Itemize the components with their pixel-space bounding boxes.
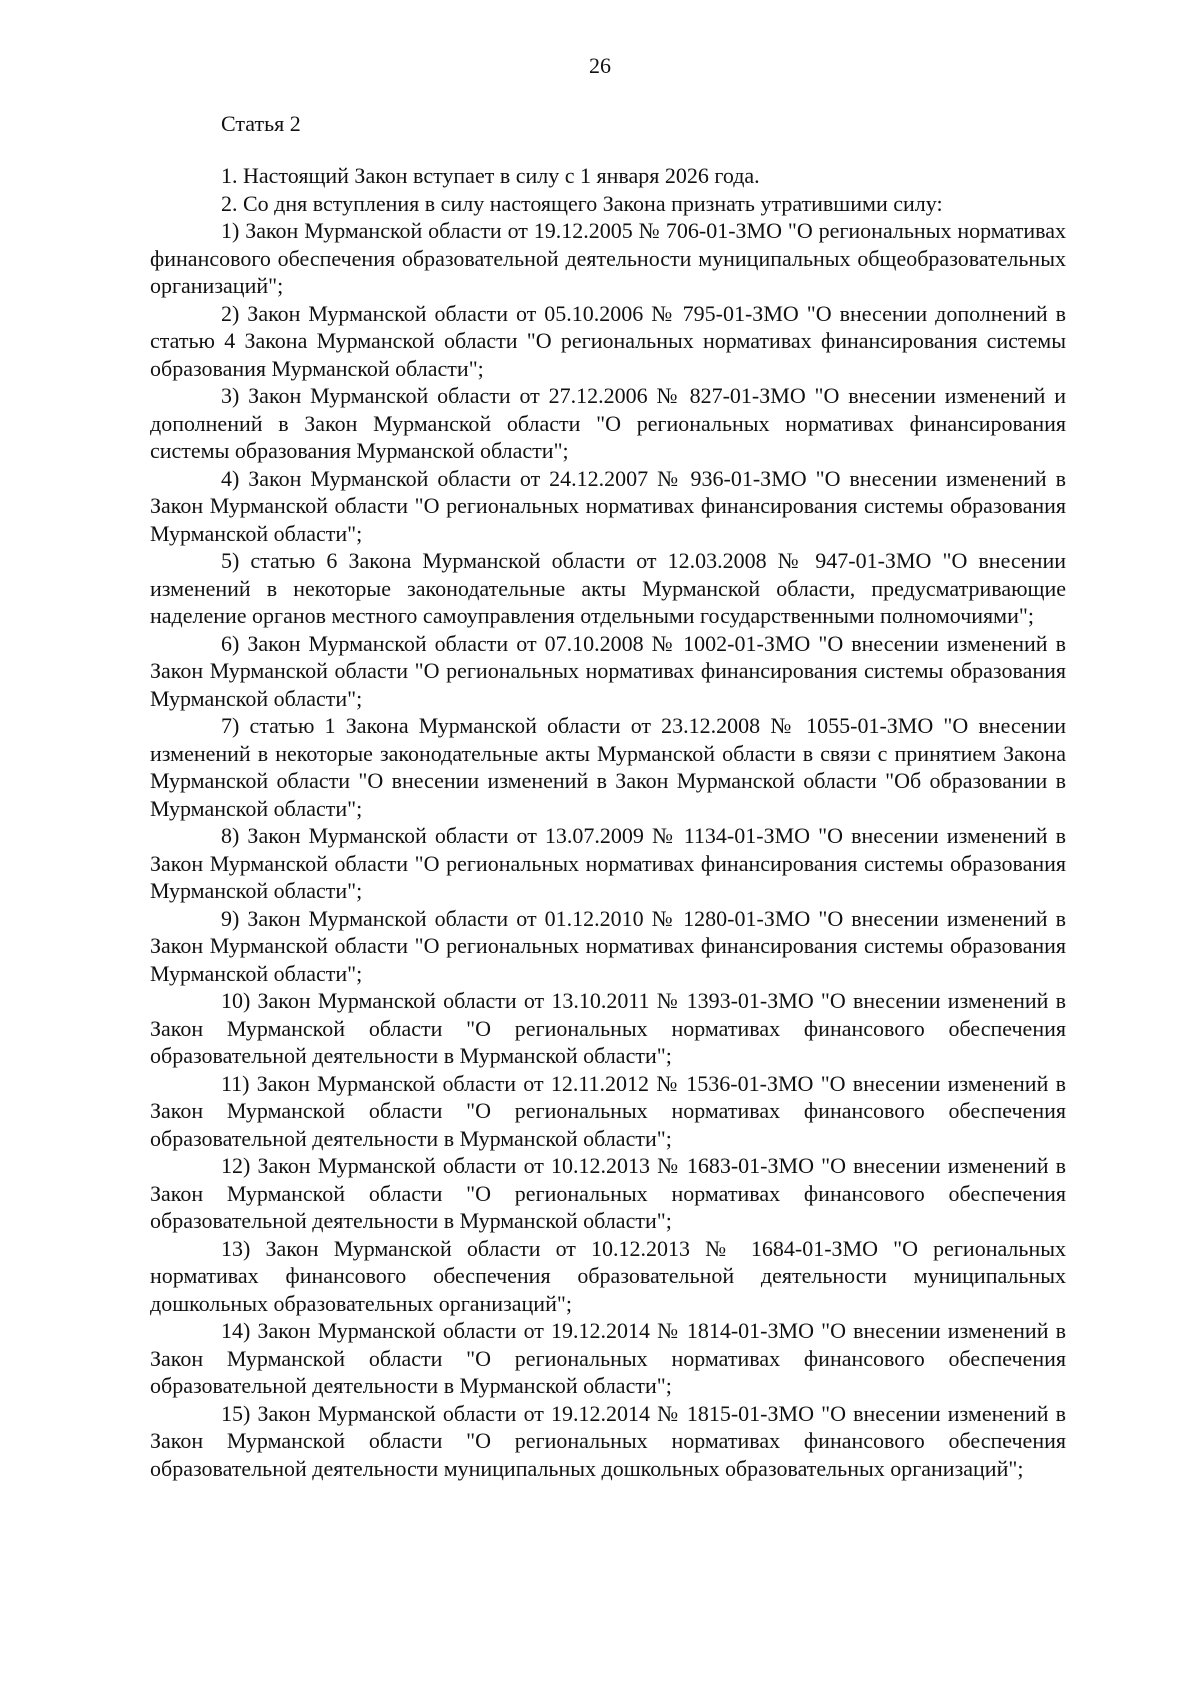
repealed-item-3: 3) Закон Мурманской области от 27.12.2006 № 827-01-ЗМО "О внесении изменений и дополнений в Закон Мурманской области "О региональных нормативах финансирования системы образования Мурманской области"; — [150, 383, 1066, 463]
repealed-item-11: 11) Закон Мурманской области от 12.11.2012 № 1536-01-ЗМО "О внесении изменений в Закон Мурманской области "О региональных нормативах финансового обеспечения образовательной деятельности в Мурманской области"; — [150, 1070, 1066, 1151]
repealed-item-1: 1) Закон Мурманской области от 19.12.2005 № 706-01-ЗМО "О региональных нормативах финансового обеспечения образовательной деятельности муниципальных общеобразовательных организаций"; — [150, 218, 1066, 298]
page-number: 26 — [589, 53, 611, 78]
article-heading: Статья 2 — [221, 111, 301, 136]
repealed-item-15: 15) Закон Мурманской области от 19.12.2014 № 1815-01-ЗМО "О внесении изменений в Закон Мурманской области "О региональных нормативах финансового обеспечения образовательной деятельности муниципальных дошкольных образовательных организаций"; — [150, 1400, 1066, 1481]
repealed-item-12: 12) Закон Мурманской области от 10.12.2013 № 1683-01-ЗМО "О внесении изменений в Закон Мурманской области "О региональных нормативах финансового обеспечения образовательной деятельности в Мурманской области"; — [150, 1153, 1066, 1233]
paragraph-repeal-intro: 2. Со дня вступления в силу настоящего Закона признать утратившими силу: — [221, 190, 943, 216]
paragraph-effective-date: 1. Настоящий Закон вступает в силу с 1 января 2026 года. — [221, 163, 760, 188]
repealed-item-10: 10) Закон Мурманской области от 13.10.2011 № 1393-01-ЗМО "О внесении изменений в Закон Мурманской области "О региональных нормативах финансового обеспечения образовательной деятельности в Мурманской области"; — [150, 988, 1066, 1068]
repealed-item-6: 6) Закон Мурманской области от 07.10.2008 № 1002-01-ЗМО "О внесении изменений в Закон Мурманской области "О региональных нормативах финансирования системы образования Мурманской области"; — [150, 630, 1066, 711]
repealed-item-8: 8) Закон Мурманской области от 13.07.2009 № 1134-01-ЗМО "О внесении изменений в Закон Мурманской области "О региональных нормативах финансирования системы образования Мурманской области"; — [150, 823, 1066, 903]
repealed-item-2: 2) Закон Мурманской области от 05.10.2006 № 795-01-ЗМО "О внесении дополнений в статью 4 Закона Мурманской области "О региональных нормативах финансирования системы образования Мурманской области"; — [150, 300, 1066, 381]
repealed-item-4: 4) Закон Мурманской области от 24.12.2007 № 936-01-ЗМО "О внесении изменений в Закон Мурманской области "О региональных нормативах финансирования системы образования Мурманской области"; — [150, 465, 1066, 546]
repealed-item-7: 7) статью 1 Закона Мурманской области от 23.12.2008 № 1055-01-ЗМО "О внесении изменений в некоторые законодательные акты Мурманской области в связи с принятием Закона Мурманской области "О внесении изменений в Закон Мурманской области "Об образовании в Мурманской области"; — [150, 713, 1066, 821]
repealed-item-13: 13) Закон Мурманской области от 10.12.2013 № 1684-01-ЗМО "О региональных нормативах финансового обеспечения образовательной деятельности муниципальных дошкольных образовательных организаций"; — [150, 1235, 1066, 1316]
repealed-item-9: 9) Закон Мурманской области от 01.12.2010 № 1280-01-ЗМО "О внесении изменений в Закон Мурманской области "О региональных нормативах финансирования системы образования Мурманской области"; — [150, 905, 1066, 986]
repealed-item-5: 5) статью 6 Закона Мурманской области от 12.03.2008 № 947-01-ЗМО "О внесении изменений в некоторые законодательные акты Мурманской области, предусматривающие наделение органов местного самоуправления отдельными государственными полномочиями"; — [150, 548, 1066, 628]
document-body — [150, 162, 1066, 1482]
repealed-item-14: 14) Закон Мурманской области от 19.12.2014 № 1814-01-ЗМО "О внесении изменений в Закон Мурманской области "О региональных нормативах финансового обеспечения образовательной деятельности в Мурманской области"; — [150, 1318, 1066, 1398]
